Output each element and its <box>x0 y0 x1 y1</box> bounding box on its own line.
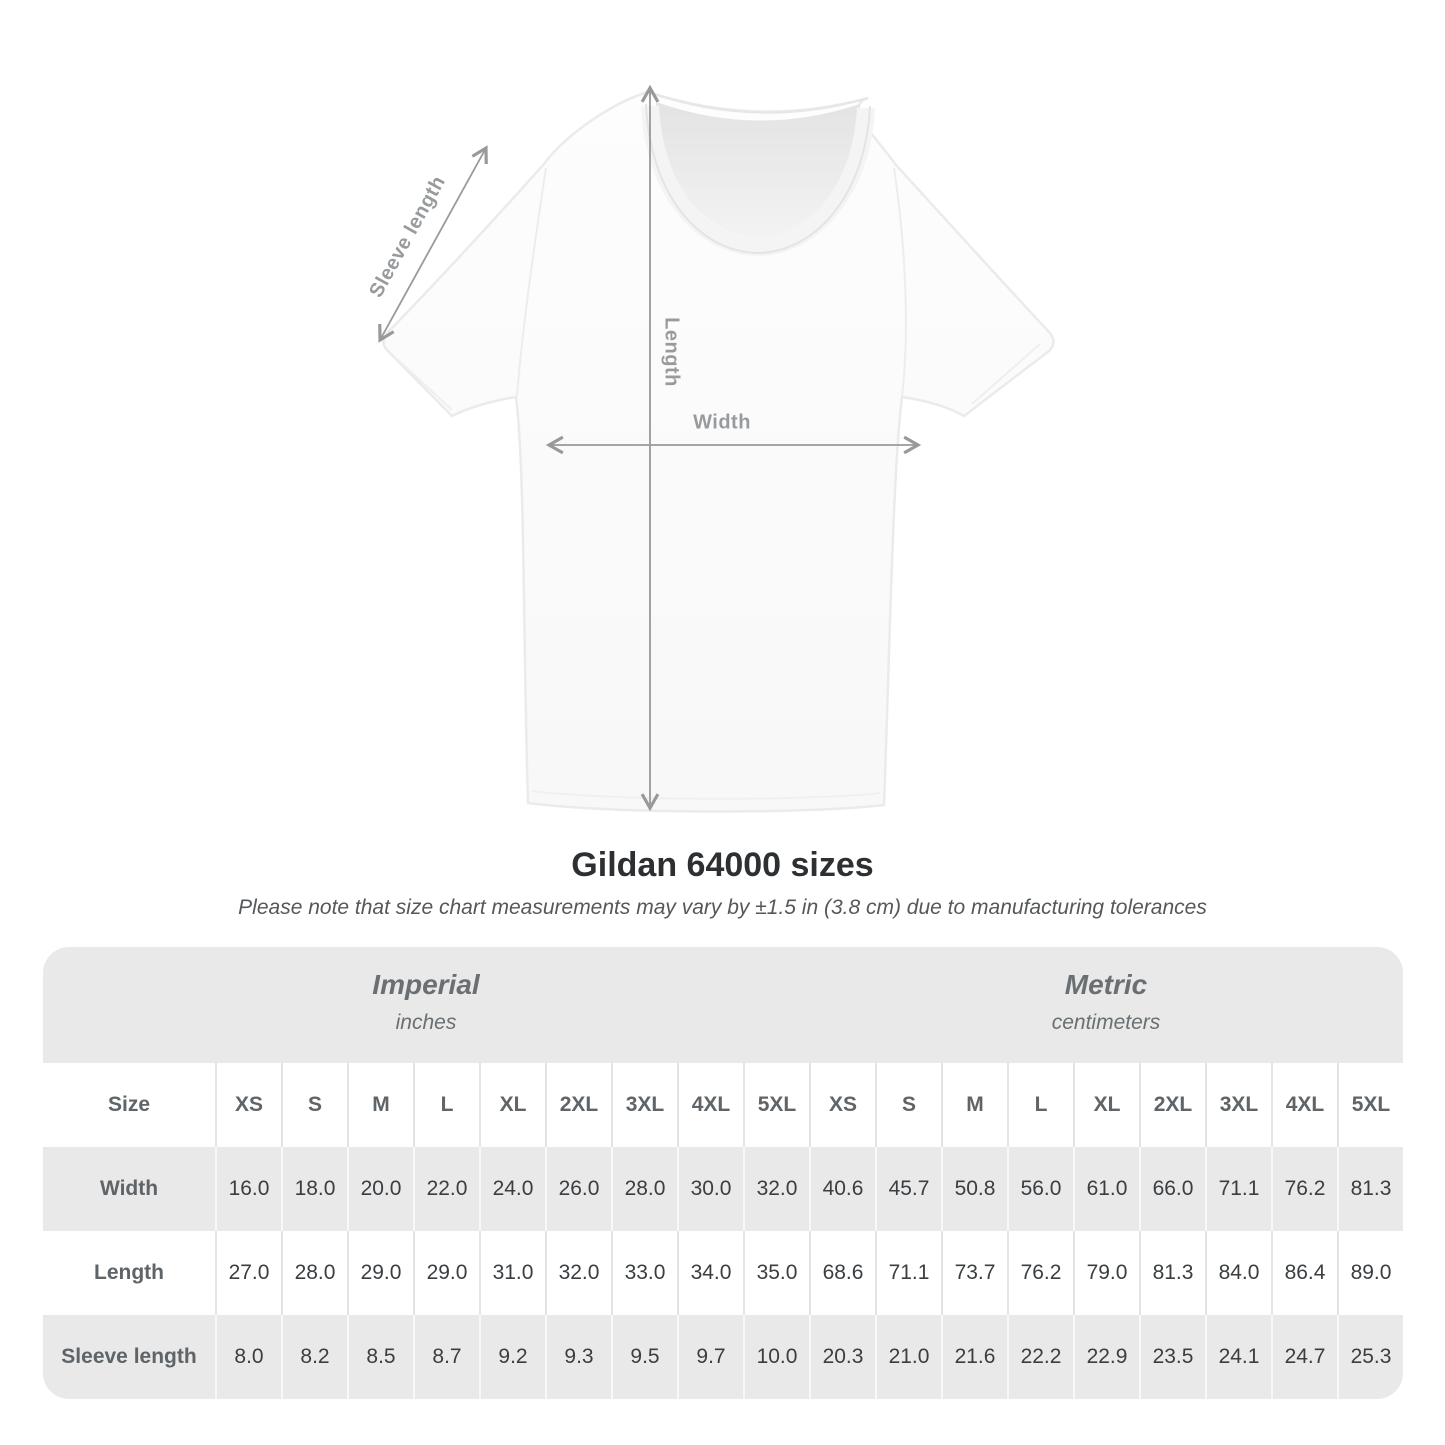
table-cell: 81.3 <box>1139 1231 1205 1315</box>
table-cell: 76.2 <box>1271 1147 1337 1231</box>
size-col-header: XL <box>1073 1063 1139 1147</box>
table-cell: 68.6 <box>809 1231 875 1315</box>
table-cell: 10.0 <box>743 1315 809 1399</box>
table-cell: 20.3 <box>809 1315 875 1399</box>
table-cell: 9.3 <box>545 1315 611 1399</box>
table-cell: 28.0 <box>281 1231 347 1315</box>
table-cell: 20.0 <box>347 1147 413 1231</box>
size-col-header: XL <box>479 1063 545 1147</box>
size-col-header: L <box>1007 1063 1073 1147</box>
table-cell: 84.0 <box>1205 1231 1271 1315</box>
table-cell: 73.7 <box>941 1231 1007 1315</box>
table-cell: 23.5 <box>1139 1315 1205 1399</box>
size-table <box>43 947 1403 1399</box>
size-col-header: 4XL <box>677 1063 743 1147</box>
size-col-header: L <box>413 1063 479 1147</box>
table-cell: 24.7 <box>1271 1315 1337 1399</box>
size-col-header: 3XL <box>611 1063 677 1147</box>
length-label: Length <box>660 317 683 387</box>
size-col-header: S <box>281 1063 347 1147</box>
row-label-sleeve-length: Sleeve length <box>43 1315 215 1399</box>
width-label: Width <box>693 411 751 434</box>
metric-section-header <box>809 947 1403 1063</box>
page-subtitle: Please note that size chart measurements may vary by ±1.5 in (3.8 cm) due to manufacturing tolerances <box>238 896 1207 919</box>
table-cell: 86.4 <box>1271 1231 1337 1315</box>
table-cell: 81.3 <box>1337 1147 1403 1231</box>
table-cell: 18.0 <box>281 1147 347 1231</box>
row-label-width: Width <box>43 1147 215 1231</box>
table-cell: 32.0 <box>545 1231 611 1315</box>
table-cell: 26.0 <box>545 1147 611 1231</box>
table-cell: 29.0 <box>413 1231 479 1315</box>
table-cell: 50.8 <box>941 1147 1007 1231</box>
table-cell: 89.0 <box>1337 1231 1403 1315</box>
size-col-header: S <box>875 1063 941 1147</box>
table-cell: 66.0 <box>1139 1147 1205 1231</box>
table-cell: 76.2 <box>1007 1231 1073 1315</box>
table-cell: 22.9 <box>1073 1315 1139 1399</box>
metric-section-unit: centimeters <box>1051 1011 1161 1034</box>
size-col-header: 2XL <box>545 1063 611 1147</box>
size-col-header: M <box>941 1063 1007 1147</box>
table-cell: 22.0 <box>413 1147 479 1231</box>
imperial-section-title: Imperial <box>372 969 480 1000</box>
size-col-header: 2XL <box>1139 1063 1205 1147</box>
table-cell: 9.2 <box>479 1315 545 1399</box>
table-cell: 28.0 <box>611 1147 677 1231</box>
table-cell: 27.0 <box>215 1231 281 1315</box>
size-col-header: 3XL <box>1205 1063 1271 1147</box>
table-cell: 8.7 <box>413 1315 479 1399</box>
table-cell: 22.2 <box>1007 1315 1073 1399</box>
table-cell: 71.1 <box>875 1231 941 1315</box>
imperial-section-header <box>43 947 809 1063</box>
table-cell: 32.0 <box>743 1147 809 1231</box>
table-cell: 29.0 <box>347 1231 413 1315</box>
size-col-header: 5XL <box>1337 1063 1403 1147</box>
table-cell: 71.1 <box>1205 1147 1271 1231</box>
table-cell: 8.2 <box>281 1315 347 1399</box>
table-cell: 21.6 <box>941 1315 1007 1399</box>
table-cell: 45.7 <box>875 1147 941 1231</box>
table-cell: 40.6 <box>809 1147 875 1231</box>
row-label-length: Length <box>94 1261 164 1284</box>
table-cell: 61.0 <box>1073 1147 1139 1231</box>
metric-section-title: Metric <box>1064 969 1148 1000</box>
table-cell: 8.0 <box>215 1315 281 1399</box>
table-cell: 9.5 <box>611 1315 677 1399</box>
table-cell: 8.5 <box>347 1315 413 1399</box>
table-cell: 24.1 <box>1205 1315 1271 1399</box>
table-cell: 31.0 <box>479 1231 545 1315</box>
imperial-section-unit: inches <box>395 1011 457 1034</box>
table-cell: 34.0 <box>677 1231 743 1315</box>
table-cell: 9.7 <box>677 1315 743 1399</box>
table-cell: 33.0 <box>611 1231 677 1315</box>
table-cell: 21.0 <box>875 1315 941 1399</box>
size-col-header: 4XL <box>1271 1063 1337 1147</box>
tshirt-image <box>383 92 1053 812</box>
table-cell: 30.0 <box>677 1147 743 1231</box>
table-cell: 35.0 <box>743 1231 809 1315</box>
size-col-header: M <box>347 1063 413 1147</box>
table-cell: 24.0 <box>479 1147 545 1231</box>
size-col-header: 5XL <box>743 1063 809 1147</box>
size-header-cell: Size <box>107 1093 151 1116</box>
table-cell: 79.0 <box>1073 1231 1139 1315</box>
size-col-header: XS <box>809 1063 875 1147</box>
size-col-header: XS <box>215 1063 281 1147</box>
page-title: Gildan 64000 sizes <box>571 846 874 884</box>
sleeve-length-label: Sleeve length <box>365 172 451 302</box>
table-cell: 56.0 <box>1007 1147 1073 1231</box>
table-cell: 16.0 <box>215 1147 281 1231</box>
table-cell: 25.3 <box>1337 1315 1403 1399</box>
